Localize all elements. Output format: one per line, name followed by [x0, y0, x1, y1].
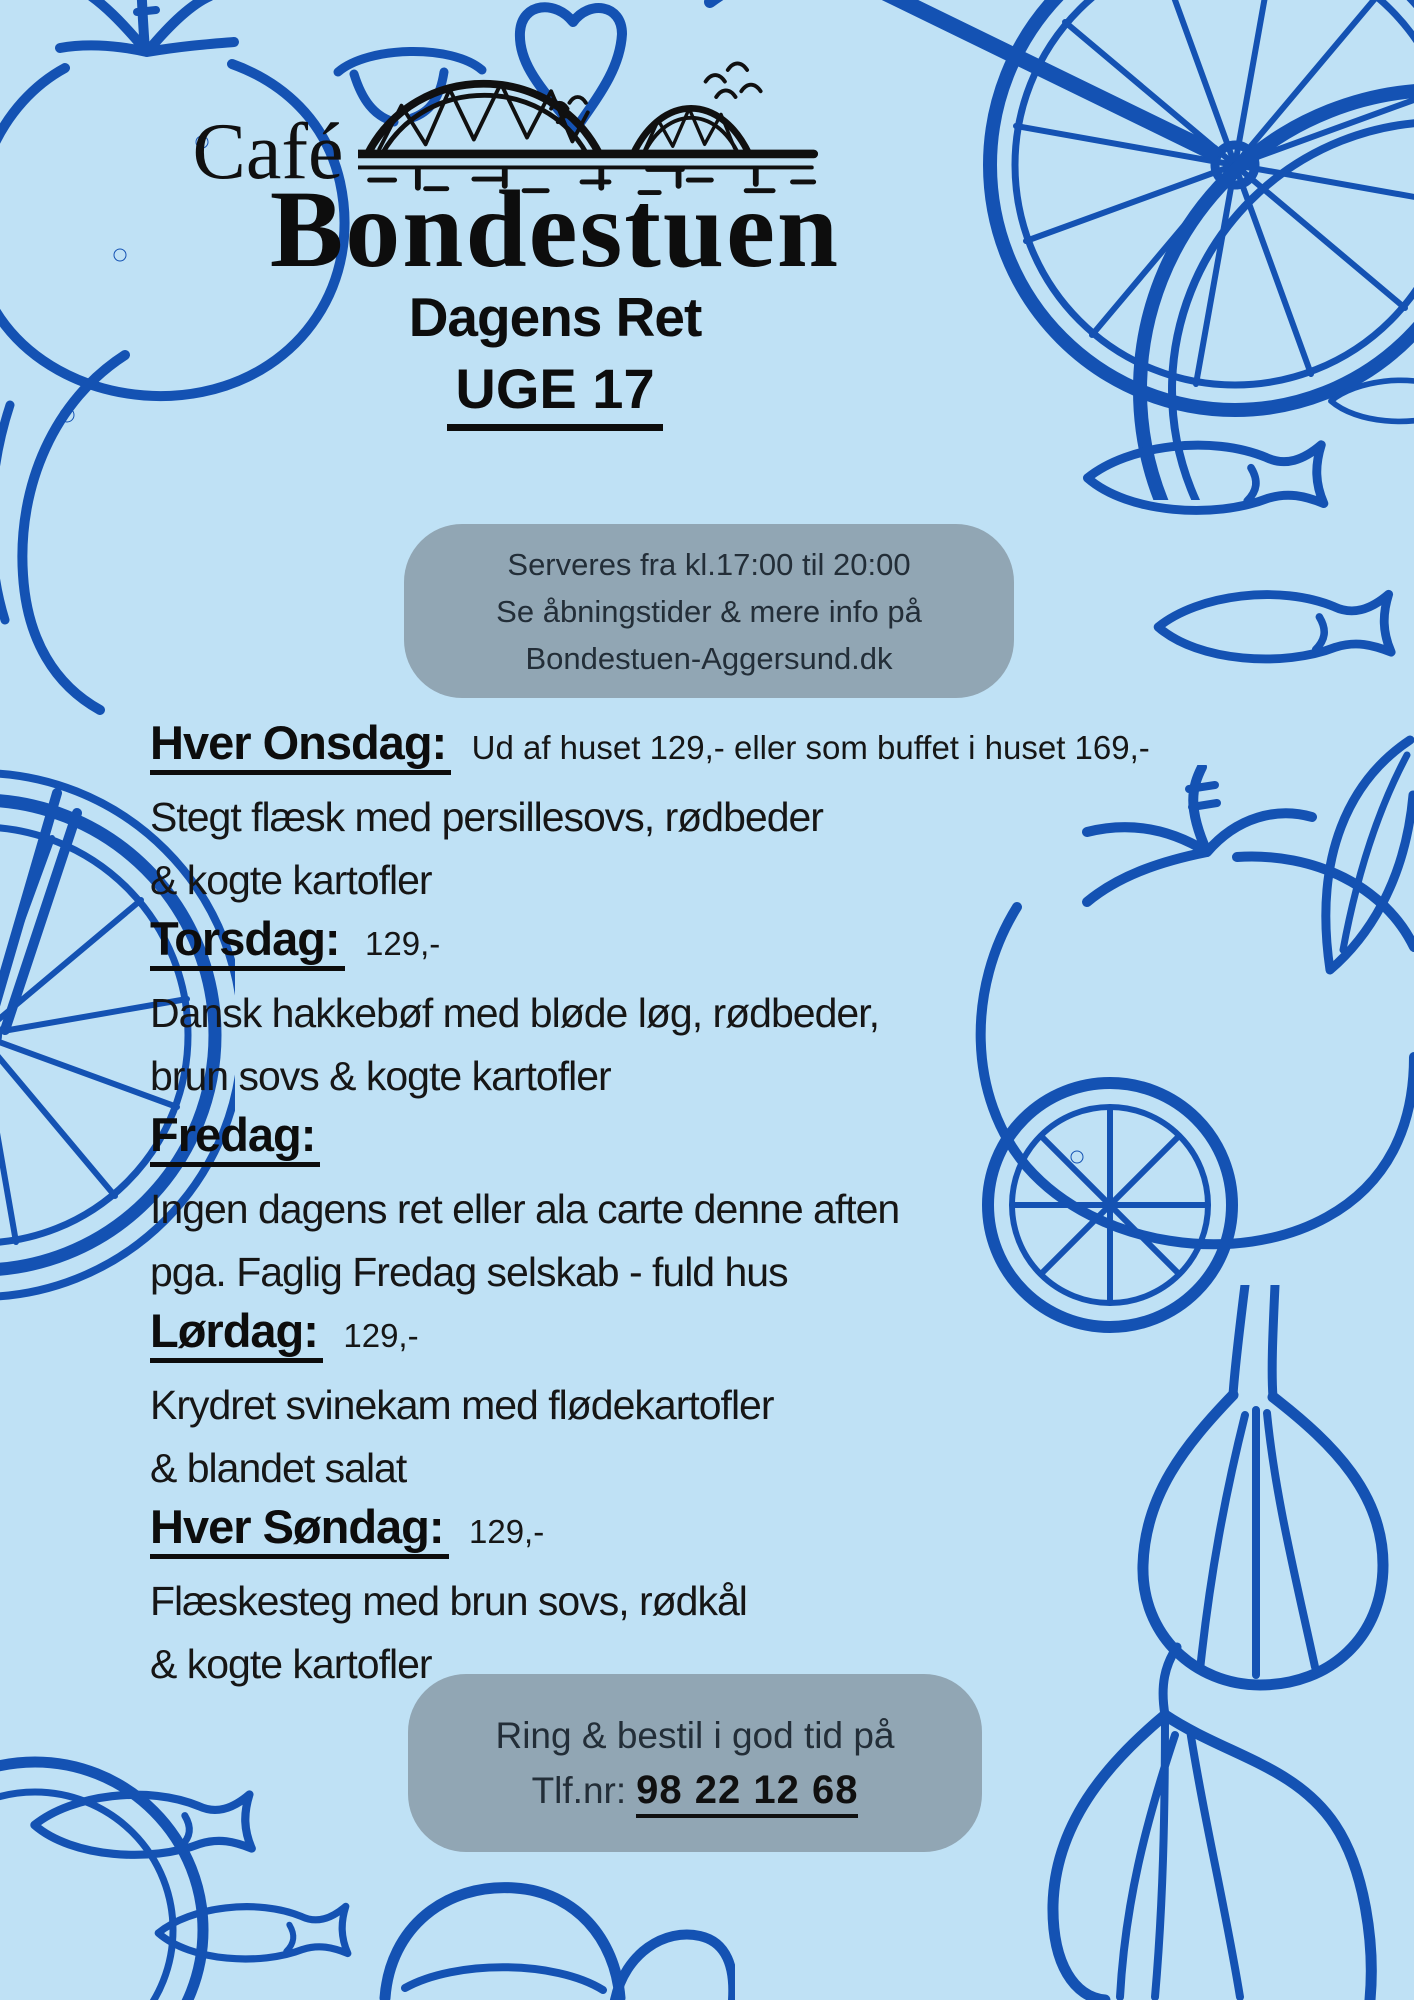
dish-line: brun sovs & kogte kartofler — [150, 1053, 611, 1099]
price-note: 129,- — [469, 1513, 545, 1550]
fish-illustration — [15, 1775, 375, 2000]
price-note: 129,- — [343, 1317, 419, 1354]
phone-number: 98 22 12 68 — [636, 1768, 858, 1818]
dish-line: & kogte kartofler — [150, 857, 432, 903]
dish-line: Ingen dagens ret eller ala carte denne aften — [150, 1186, 900, 1232]
menu-section-thursday — [150, 912, 1374, 1108]
week-number: UGE 17 — [447, 357, 662, 431]
website: Bondestuen-Aggersund.dk — [525, 640, 893, 676]
page-title: Dagens Ret — [408, 286, 702, 348]
dish-line: Dansk hakkebøf med bløde løg, rødbeder, — [150, 990, 879, 1036]
restaurant-name: Bondestuen — [269, 168, 841, 290]
cafe-wordmark: Café — [192, 108, 344, 196]
daily-menu — [150, 716, 1374, 1696]
day-heading: Fredag: — [150, 1109, 320, 1167]
contact-box — [408, 1674, 982, 1852]
day-heading: Torsdag: — [150, 913, 345, 971]
dish-line: Flæskesteg med brun sovs, rødkål — [150, 1578, 747, 1624]
mushroom-illustration — [375, 1848, 735, 2000]
dish-line: pga. Faglig Fredag selskab - fuld hus — [150, 1249, 788, 1295]
menu-section-wednesday — [150, 716, 1374, 912]
phone-line — [408, 1763, 982, 1818]
menu-section-saturday — [150, 1304, 1374, 1500]
menu-section-sunday — [150, 1500, 1374, 1696]
dish-line: Krydret svinekam med flødekartofler — [150, 1382, 774, 1428]
dish-line: & kogte kartofler — [150, 1641, 432, 1687]
serving-info-box — [404, 524, 1014, 698]
day-heading: Hver Onsdag: — [150, 717, 451, 775]
day-heading: Hver Søndag: — [150, 1501, 449, 1559]
header-block — [0, 42, 1110, 435]
dish-line: Stegt flæsk med persillesovs, rødbeder — [150, 794, 823, 840]
opening-hours-note: Se åbningstider & mere info på — [496, 593, 922, 629]
phone-label: Tlf.nr: — [531, 1770, 627, 1811]
menu-section-friday — [150, 1108, 1374, 1304]
plate-arc-illustration — [0, 1705, 255, 2000]
dish-line: & blandet salat — [150, 1445, 407, 1491]
price-note: 129,- — [365, 925, 441, 962]
week-label — [447, 358, 662, 435]
order-call-text: Ring & bestil i god tid på — [495, 1715, 895, 1756]
serving-hours: Serveres fra kl.17:00 til 20:00 — [507, 546, 911, 582]
price-note: Ud af huset 129,- eller som buffet i huset 169,- — [471, 729, 1150, 766]
day-heading: Lørdag: — [150, 1305, 323, 1363]
